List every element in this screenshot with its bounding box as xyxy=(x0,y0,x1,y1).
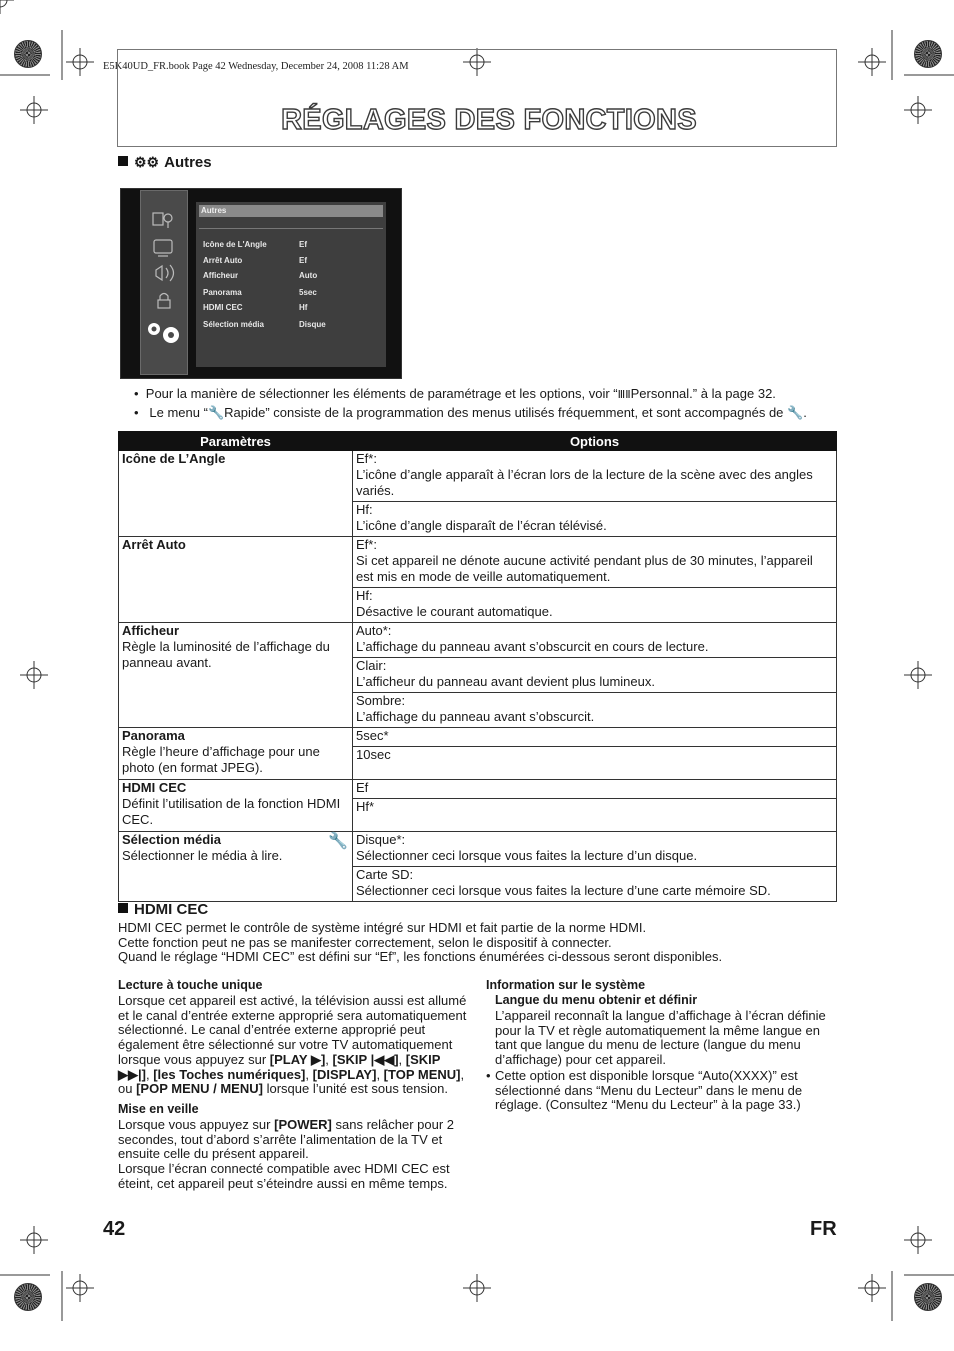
option-cell xyxy=(353,537,837,588)
osd-row-label: Sélection média xyxy=(203,320,264,329)
param-cell xyxy=(119,780,353,832)
osd-panel xyxy=(196,202,386,367)
option-title: Ef xyxy=(356,780,369,795)
bullet-1-pre: Pour la manière de sélectionner les éléments de paramétrage et les options, voir “ xyxy=(145,386,618,401)
menu-language-heading: Langue du menu obtenir et définir xyxy=(495,993,698,1007)
param-name: Sélection média xyxy=(122,832,221,847)
osd-row-label: HDMI CEC xyxy=(203,303,243,312)
option-title: Auto*: xyxy=(356,623,392,638)
option-cell xyxy=(353,623,837,658)
bullet-2-pre: Le menu “ xyxy=(149,405,208,420)
one-touch-play-p1: Lorsque cet appareil est activé, la télévision aussi est allumé et le canal d’entrée externe approprié sera automatiquement sélectionné. Le canal d’entrée externe approprié peut également être sélectionné sur votre TV automatiquement lorsque vous appuyez sur xyxy=(118,993,467,1067)
osd-row-label: Panorama xyxy=(203,288,242,297)
option-text: Sélectionner ceci lorsque vous faites la lecture d’une carte mémoire SD. xyxy=(356,883,771,898)
one-touch-play-heading: Lecture à touche unique xyxy=(118,978,263,992)
language-icon xyxy=(153,213,172,228)
key-skip-fwd: [SKIP ▶▶|] xyxy=(118,1051,441,1082)
table-header-row xyxy=(119,432,837,451)
option-text: Désactive le courant automatique. xyxy=(356,604,553,619)
option-title: Hf: xyxy=(356,502,373,517)
section-autres-heading xyxy=(118,154,212,171)
param-cell xyxy=(119,623,353,728)
key-display: [DISPLAY] xyxy=(312,1066,377,1082)
option-title: Clair: xyxy=(356,658,387,673)
param-description: Sélectionner le média à lire. xyxy=(122,848,283,863)
gears-icon: ⚙⚙ xyxy=(134,154,160,170)
bullet-2 xyxy=(134,405,807,421)
option-text: L’icône d’angle apparaît à l’écran lors de la lecture de la scène avec des angles variés. xyxy=(356,467,813,498)
parameters-table xyxy=(118,431,837,902)
menu-language-note-text: Cette option est disponible lorsque “Auto(XXXX)” est sélectionné dans “Menu du Lecteur” dans le menu de réglage. (Consultez “Menu du Lecteur” à la page 33.) xyxy=(495,1067,803,1113)
param-cell xyxy=(119,832,353,902)
table-row xyxy=(119,451,837,502)
osd-row-value: Hf xyxy=(299,303,308,312)
osd-side-icons xyxy=(140,190,186,373)
wrench-icon: 🔧 xyxy=(207,405,225,420)
option-title: Hf* xyxy=(356,799,375,814)
hdmi-intro-3: Quand le réglage “HDMI CEC” est défini sur “Ef”, les fonctions énumérées ci-dessous seront disponibles. xyxy=(118,949,723,965)
header-options: Options xyxy=(353,432,837,451)
file-info: E5K40UD_FR.book Page 42 Wednesday, December 24, 2008 11:28 AM xyxy=(103,61,409,72)
param-name: Arrêt Auto xyxy=(122,537,186,552)
option-cell xyxy=(353,832,837,867)
param-name: Afficheur xyxy=(122,623,180,638)
param-name: Icône de L’Angle xyxy=(122,451,226,466)
page-language: FR xyxy=(810,1218,837,1240)
one-touch-play-end: lorsque l’unité est sous tension. xyxy=(266,1081,448,1097)
osd-row-label: Arrêt Auto xyxy=(203,256,243,265)
param-description: Règle la luminosité de l’affichage du panneau avant. xyxy=(122,639,330,670)
bullet-dot: • xyxy=(486,1067,491,1083)
option-cell xyxy=(353,588,837,623)
key-power: [POWER] xyxy=(274,1116,332,1132)
option-title: Sombre: xyxy=(356,693,406,708)
bullet-1 xyxy=(134,386,776,401)
param-description: Définit l’utilisation de la fonction HDMI CEC. xyxy=(122,796,341,827)
option-cell xyxy=(353,867,837,902)
option-cell xyxy=(353,728,837,747)
osd-row-label: Afficheur xyxy=(203,271,239,280)
option-cell xyxy=(353,799,837,832)
key-skip-back: [SKIP |◀◀] xyxy=(332,1051,399,1067)
option-text: L’icône d’angle disparaît de l’écran télévisé. xyxy=(356,518,607,533)
osd-divider xyxy=(199,228,383,229)
header-parametres: Paramètres xyxy=(119,432,353,451)
section-hdmi-heading xyxy=(118,901,208,918)
param-cell xyxy=(119,537,353,623)
personnal-menu-icon: ⅢⅡ xyxy=(617,389,631,401)
key-top-menu: [TOP MENU] xyxy=(383,1066,461,1082)
page-number: 42 xyxy=(103,1218,126,1240)
option-title: Carte SD: xyxy=(356,867,414,882)
standby-p2b: sans relâcher pour 2 secondes, tout d’abord s’arrête l’alimentation de la TV et ensuite celle du présent appareil. xyxy=(118,1116,455,1162)
param-description: Règle l’heure d’affichage pour une photo (en format JPEG). xyxy=(122,744,320,775)
osd-row-value: Auto xyxy=(299,271,318,280)
table-row xyxy=(119,780,837,799)
option-title: Ef*: xyxy=(356,537,377,552)
param-cell xyxy=(119,451,353,537)
osd-row-value: 5sec xyxy=(299,288,317,297)
gears-icon xyxy=(148,323,179,343)
osd-row-value: Disque xyxy=(299,320,326,329)
parental-lock-icon xyxy=(158,294,170,309)
hdmi-intro-1: HDMI CEC permet le contrôle de système intégré sur HDMI et fait partie de la norme HDMI. xyxy=(118,920,647,935)
bullet-2-mid: Rapide” consiste de la programmation des menus utilisés fréquemment, et sont accompagnés de xyxy=(224,405,784,420)
key-pop-menu: [POP MENU / MENU] xyxy=(136,1081,263,1097)
hdmi-intro xyxy=(118,921,838,965)
page-title: RÉGLAGES DES FONCTIONS xyxy=(281,104,697,136)
osd-row-value: Ef xyxy=(299,256,307,265)
option-text: Si cet appareil ne dénote aucune activité pendant plus de 30 minutes, l’appareil est mis en mode de veille automatiquement. xyxy=(356,553,813,584)
table-row xyxy=(119,728,837,747)
param-name: Panorama xyxy=(122,728,185,743)
standby-text xyxy=(118,1118,468,1192)
table-row xyxy=(119,537,837,588)
bullet-2-end: . xyxy=(803,405,807,420)
option-text: L’affichage du panneau avant s’obscurcit en cours de lecture. xyxy=(356,639,709,654)
option-title: 5sec* xyxy=(356,728,389,743)
table-row xyxy=(119,623,837,658)
menu-language-note xyxy=(486,1069,836,1113)
param-name: HDMI CEC xyxy=(122,780,187,795)
hdmi-left-column xyxy=(118,978,468,1191)
option-title: Ef*: xyxy=(356,451,377,466)
param-cell xyxy=(119,728,353,780)
section-hdmi-title: HDMI CEC xyxy=(134,901,209,918)
osd-row-label: Icône de L'Angle xyxy=(203,240,267,249)
bullet-dot: • xyxy=(134,386,146,401)
hdmi-right-column xyxy=(486,978,836,1113)
option-text: L’afficheur du panneau avant devient plus lumineux. xyxy=(356,674,655,689)
option-text: Sélectionner ceci lorsque vous faites la lecture d’un disque. xyxy=(356,848,698,863)
wrench-icon: 🔧 xyxy=(328,833,348,850)
square-bullet-icon xyxy=(118,903,128,913)
option-cell xyxy=(353,780,837,799)
option-title: Disque*: xyxy=(356,832,406,847)
key-numeric: [les Toches numériques] xyxy=(153,1066,306,1082)
standby-heading: Mise en veille xyxy=(118,1101,199,1116)
key-play: [PLAY ▶] xyxy=(269,1051,326,1067)
menu-language-text: L’appareil reconnaît la langue d’affichage à l’écran définie pour la TV et règle automatiquement la même langue en tant que langue du menu de lecture (langue du menu d’affichage) pour cet appareil. xyxy=(495,1008,826,1068)
system-info-heading: Information sur le système xyxy=(486,978,646,992)
option-cell xyxy=(353,451,837,502)
display-icon xyxy=(154,240,172,256)
section-autres-title: Autres xyxy=(164,154,212,171)
option-title: 10sec xyxy=(356,747,391,762)
option-cell xyxy=(353,658,837,693)
option-text: L’affichage du panneau avant s’obscurcit. xyxy=(356,709,595,724)
wrench-icon: 🔧 xyxy=(787,405,804,420)
audio-icon xyxy=(156,265,174,281)
osd-row-value: Ef xyxy=(299,240,307,249)
bullet-1-post: Personnal.” à la page 32. xyxy=(630,386,776,401)
hdmi-intro-2: Cette fonction peut ne pas se manifester correctement, selon le dispositif à connecter. xyxy=(118,934,612,950)
standby-p2c: Lorsque l’écran connecté compatible avec HDMI CEC est éteint, cet appareil peut s’éteindre aussi en même temps. xyxy=(118,1161,450,1191)
one-touch-play-text: Lorsque cet appareil est activé, la télévision aussi est allumé et le canal d’entrée externe approprié sera automatiquement sélectionné. Le canal d’entrée externe approprié peut également être sélectionné sur votre TV automatiquement lorsque vous appuyez sur [PLAY ▶], [SKIP |◀◀], [SKIP ▶▶|], [les Toches numériques], [DISPLAY], [TOP MENU], ou [POP MENU / MENU] lorsque l’unité est sous tension. xyxy=(118,993,467,1097)
square-bullet-icon xyxy=(118,156,128,166)
option-cell xyxy=(353,502,837,537)
option-title: Hf: xyxy=(356,588,373,603)
table-row xyxy=(119,832,837,867)
osd-header: Autres xyxy=(199,205,383,217)
standby-p2a: Lorsque vous appuyez sur xyxy=(118,1116,271,1132)
option-cell xyxy=(353,693,837,728)
option-cell xyxy=(353,747,837,780)
bullet-dot: • xyxy=(134,405,150,420)
